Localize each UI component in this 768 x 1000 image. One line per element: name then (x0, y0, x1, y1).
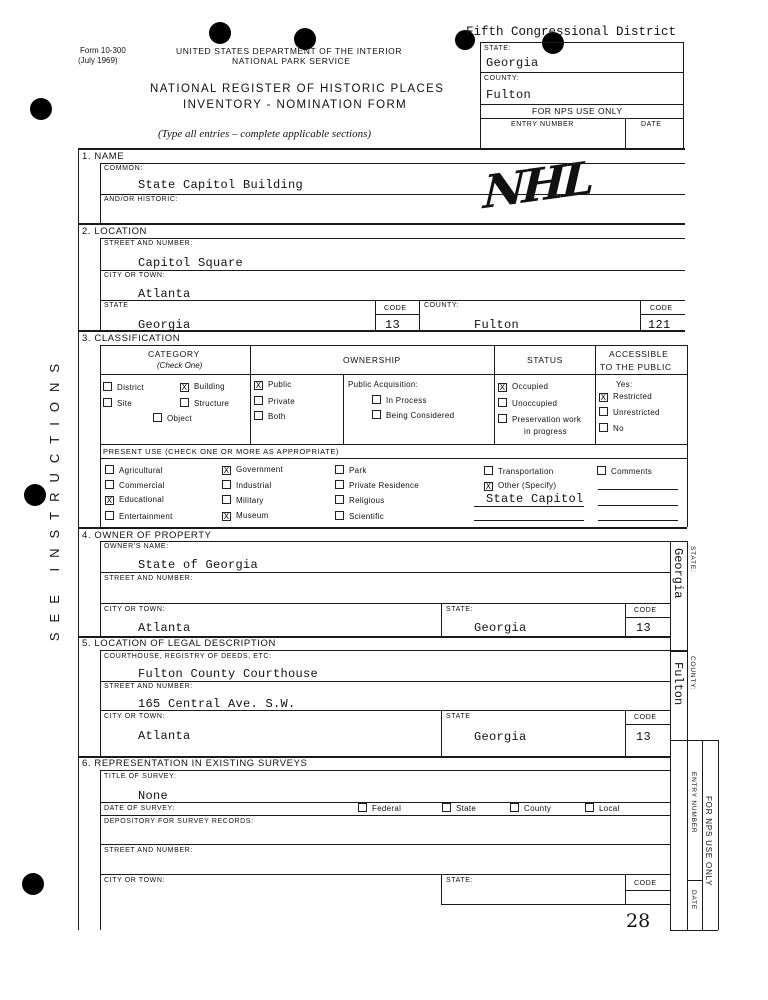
form-date: (July 1969) (78, 56, 118, 65)
nps-use-only: FOR NPS USE ONLY (532, 106, 623, 116)
location-city-value: Atlanta (138, 287, 191, 301)
common-name-value: State Capitol Building (138, 178, 304, 192)
survey-state-label: STATE: (446, 877, 474, 884)
status-preservation-line-2: in progress (524, 427, 567, 436)
accessible-yes-label: Yes: (616, 380, 633, 389)
depository-label: DEPOSITORY FOR SURVEY RECORDS: (104, 818, 254, 825)
ownership-both[interactable]: Both (254, 411, 286, 422)
status-occupied[interactable]: X Occupied (499, 382, 549, 392)
location-city-label: CITY OR TOWN: (104, 272, 166, 279)
punch-hole-6 (24, 484, 46, 506)
use-park[interactable]: Park (335, 465, 367, 476)
section-4-title: 4. OWNER OF PROPERTY (82, 530, 212, 541)
use-government[interactable]: X Government (223, 465, 284, 475)
nhl-signature: NHL (482, 150, 592, 220)
punch-hole-7 (22, 873, 44, 895)
use-entertainment[interactable]: Entertainment (105, 511, 173, 522)
legal-street-label: STREET AND NUMBER: (104, 683, 193, 690)
legal-code-value: 13 (636, 730, 652, 744)
side-entry-number: ENTRY NUMBER (690, 772, 697, 834)
ownership-public[interactable]: X Public (255, 380, 292, 390)
acquisition-in-process[interactable]: In Process (372, 395, 427, 406)
location-code-label: CODE (384, 305, 407, 312)
section-1-title: 1. NAME (82, 151, 125, 162)
use-educational[interactable]: X Educational (106, 495, 165, 505)
owner-name-label: OWNER'S NAME: (104, 543, 169, 550)
survey-street-label: STREET AND NUMBER: (104, 847, 193, 854)
use-museum[interactable]: X Museum (223, 511, 269, 521)
use-scientific[interactable]: Scientific (335, 511, 384, 522)
use-industrial[interactable]: Industrial (222, 480, 271, 491)
historic-label: AND/OR HISTORIC: (104, 196, 179, 203)
date-label: DATE (641, 121, 662, 128)
legal-state-value: Georgia (474, 730, 527, 744)
punch-hole-2 (209, 22, 231, 44)
use-commercial[interactable]: Commercial (105, 480, 165, 491)
header-state-value: Georgia (486, 56, 539, 70)
ownership-private[interactable]: Private (254, 396, 295, 407)
accessible-no[interactable]: No (599, 423, 624, 434)
agency-line-2: NATIONAL PARK SERVICE (232, 56, 351, 66)
side-state-value: Georgia (671, 548, 685, 599)
header-county-value: Fulton (486, 88, 532, 102)
category-header: CATEGORY (148, 349, 200, 359)
owner-state-label: STATE: (446, 606, 474, 613)
status-header: STATUS (527, 355, 563, 365)
location-street-value: Capitol Square (138, 256, 244, 270)
form-title-1: NATIONAL REGISTER OF HISTORIC PLACES (150, 83, 445, 95)
courthouse-label: COURTHOUSE, REGISTRY OF DEEDS, ETC: (104, 653, 272, 660)
use-transportation[interactable]: Transportation (484, 466, 554, 477)
present-use-label: PRESENT USE (CHECK ONE OR MORE AS APPROPRIATE) (103, 447, 340, 456)
survey-title-label: TITLE OF SURVEY: (104, 773, 177, 780)
location-state-label: STATE (104, 302, 129, 309)
category-building[interactable]: X Building (181, 382, 225, 392)
survey-date-label: DATE OF SURVEY: (104, 805, 175, 812)
owner-city-value: Atlanta (138, 621, 191, 635)
category-object[interactable]: Object (153, 413, 192, 424)
legal-city-label: CITY OR TOWN: (104, 713, 166, 720)
use-agricultural[interactable]: Agricultural (105, 465, 163, 476)
accessible-unrestricted[interactable]: Unrestricted (599, 407, 660, 418)
public-acquisition-label: Public Acquisition: (348, 380, 419, 389)
legal-code-label: CODE (634, 714, 657, 721)
side-date: DATE (690, 890, 697, 911)
legal-street-value: 165 Central Ave. S.W. (138, 697, 296, 711)
use-comments[interactable]: Comments (597, 466, 652, 477)
survey-county[interactable]: County (510, 803, 551, 814)
entry-number-label: ENTRY NUMBER (511, 121, 574, 128)
header-state-label: STATE: (484, 45, 512, 52)
owner-code-value: 13 (636, 621, 652, 635)
district-note: Fifth Congressional District (466, 25, 677, 39)
location-state-value: Georgia (138, 318, 191, 332)
owner-street-label: STREET AND NUMBER: (104, 575, 193, 582)
ownership-header: OWNERSHIP (343, 355, 401, 365)
use-private-residence[interactable]: Private Residence (335, 480, 419, 491)
location-county-code-label: CODE (650, 305, 673, 312)
owner-city-label: CITY OR TOWN: (104, 606, 166, 613)
side-state-label: STATE: (689, 546, 696, 573)
section-3-title: 3. CLASSIFICATION (82, 333, 181, 344)
side-county-value: Fulton (671, 662, 685, 706)
location-code-value: 13 (385, 318, 401, 332)
category-structure[interactable]: Structure (180, 398, 229, 409)
survey-state[interactable]: State (442, 803, 476, 814)
location-county-label: COUNTY: (424, 302, 460, 309)
common-label: COMMON: (104, 165, 143, 172)
form-number: Form 10-300 (80, 46, 126, 55)
section-6-title: 6. REPRESENTATION IN EXISTING SURVEYS (82, 758, 308, 769)
page-number: 28 (626, 910, 651, 932)
category-district[interactable]: District (103, 382, 144, 393)
punch-hole-1 (30, 98, 52, 120)
legal-state-label: STATE (446, 713, 471, 720)
location-county-value: Fulton (474, 318, 520, 332)
accessible-header-2: TO THE PUBLIC (600, 362, 672, 372)
owner-name-value: State of Georgia (138, 558, 259, 572)
accessible-restricted[interactable]: X Restricted (600, 392, 653, 402)
survey-local[interactable]: Local (585, 803, 620, 814)
form-title-2: INVENTORY - NOMINATION FORM (183, 99, 408, 111)
survey-title-value: None (138, 789, 169, 803)
survey-code-label: CODE (634, 880, 657, 887)
status-preservation[interactable]: Preservation work (498, 414, 581, 425)
side-county-label: COUNTY: (689, 656, 696, 691)
survey-city-label: CITY OR TOWN: (104, 877, 166, 884)
use-other[interactable]: X Other (Specify) (485, 481, 557, 491)
side-nps-use-only: FOR NPS USE ONLY (704, 796, 713, 887)
see-instructions-side-label: SEE INSTRUCTIONS (47, 354, 62, 642)
category-site[interactable]: Site (103, 398, 132, 409)
survey-federal[interactable]: Federal (358, 803, 401, 814)
courthouse-value: Fulton County Courthouse (138, 667, 319, 681)
form-instruction: (Type all entries – complete applicable sections) (158, 128, 372, 140)
location-county-code-value: 121 (648, 318, 671, 332)
use-other-value: State Capitol (486, 492, 584, 506)
use-military[interactable]: Military (222, 495, 264, 506)
header-county-label: COUNTY: (484, 75, 520, 82)
accessible-header-1: ACCESSIBLE (609, 349, 669, 359)
owner-code-label: CODE (634, 607, 657, 614)
use-religious[interactable]: Religious (335, 495, 385, 506)
location-street-label: STREET AND NUMBER: (104, 240, 193, 247)
agency-line-1: UNITED STATES DEPARTMENT OF THE INTERIOR (176, 46, 403, 56)
status-unoccupied[interactable]: Unoccupied (498, 398, 557, 409)
acquisition-being-considered[interactable]: Being Considered (372, 410, 454, 421)
section-5-title: 5. LOCATION OF LEGAL DESCRIPTION (82, 638, 276, 649)
owner-state-value: Georgia (474, 621, 527, 635)
section-2-title: 2. LOCATION (82, 226, 148, 237)
category-subheader: (Check One) (157, 361, 203, 370)
legal-city-value: Atlanta (138, 729, 191, 743)
